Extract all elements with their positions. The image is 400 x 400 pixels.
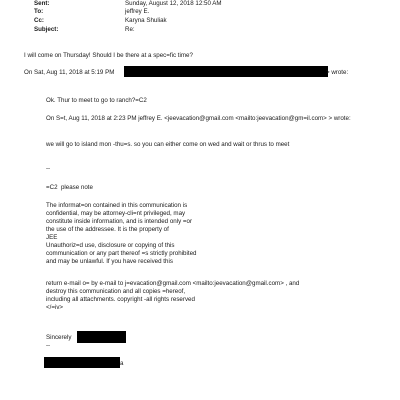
cc-value: Karyna Shuliak <box>125 17 167 24</box>
quote-header-suffix: > wrote: <box>326 69 349 76</box>
return-line: destroy this communication and all copies =hereof, <box>46 288 186 295</box>
quote-line-2: we will go to island mon -thu=s. so you can either come on wed and wait or thrus to meet <box>46 141 290 148</box>
redaction-block-signature <box>77 331 126 343</box>
redaction-block-name <box>44 357 120 368</box>
return-line: </=iv> <box>46 304 64 311</box>
please-note: =C2 please note <box>46 184 93 191</box>
sincerely-text: Sincerely <box>46 334 72 341</box>
notice-line: JEE <box>46 234 58 241</box>
cc-label: Cc: <box>34 17 44 24</box>
notice-line: confidential, may be attorney-cli=nt privileged, may <box>46 210 186 217</box>
quote-header-prefix: On Sat, Aug 11, 2018 at 5:19 PM <box>24 69 115 76</box>
sent-label: Sent: <box>34 0 50 7</box>
dashes-2: -- <box>46 342 51 349</box>
sent-value: Sunday, August 12, 2018 12:50 AM <box>125 0 222 7</box>
dashes-1: -- <box>46 165 51 172</box>
to-value: jeffrey E. <box>125 8 150 15</box>
to-label: To: <box>34 8 44 15</box>
quote-line-1: Ok. Thur to meet to go to ranch?=C2 <box>46 97 149 104</box>
subject-label: Subject: <box>34 26 59 33</box>
notice-line: and may be unlawful. If you have received this <box>46 258 173 265</box>
reply-line: I will come on Thursday! Should I be there at a spec=fic time? <box>24 52 193 59</box>
signature-tail: a <box>120 360 124 367</box>
return-line: including all attachments. copyright -all rights reserved <box>46 296 195 303</box>
notice-line: the use of the addressee. It is the property of <box>46 226 169 233</box>
notice-line: communication or any part thereof =s strictly prohibited <box>46 250 197 257</box>
redaction-block-email <box>124 66 328 77</box>
notice-line: Unauthoriz=d use, disclosure or copying of this <box>46 242 175 249</box>
notice-line: constitute inside information, and is intended only =or <box>46 218 193 225</box>
notice-line: The informat=on contained in this communication is <box>46 202 188 209</box>
subject-value: Re: <box>125 26 135 33</box>
quote-header-2: On S=t, Aug 11, 2018 at 2:23 PM jeffrey E. <jeevacation@gmail.com <mailto:jeevacation@gm=il.com> > wrote: <box>46 115 351 122</box>
return-line: return e-mail o= by e-mail to j=evacation@gmail.com <mailto:jeevacation@gmail.com> , and <box>46 280 300 287</box>
